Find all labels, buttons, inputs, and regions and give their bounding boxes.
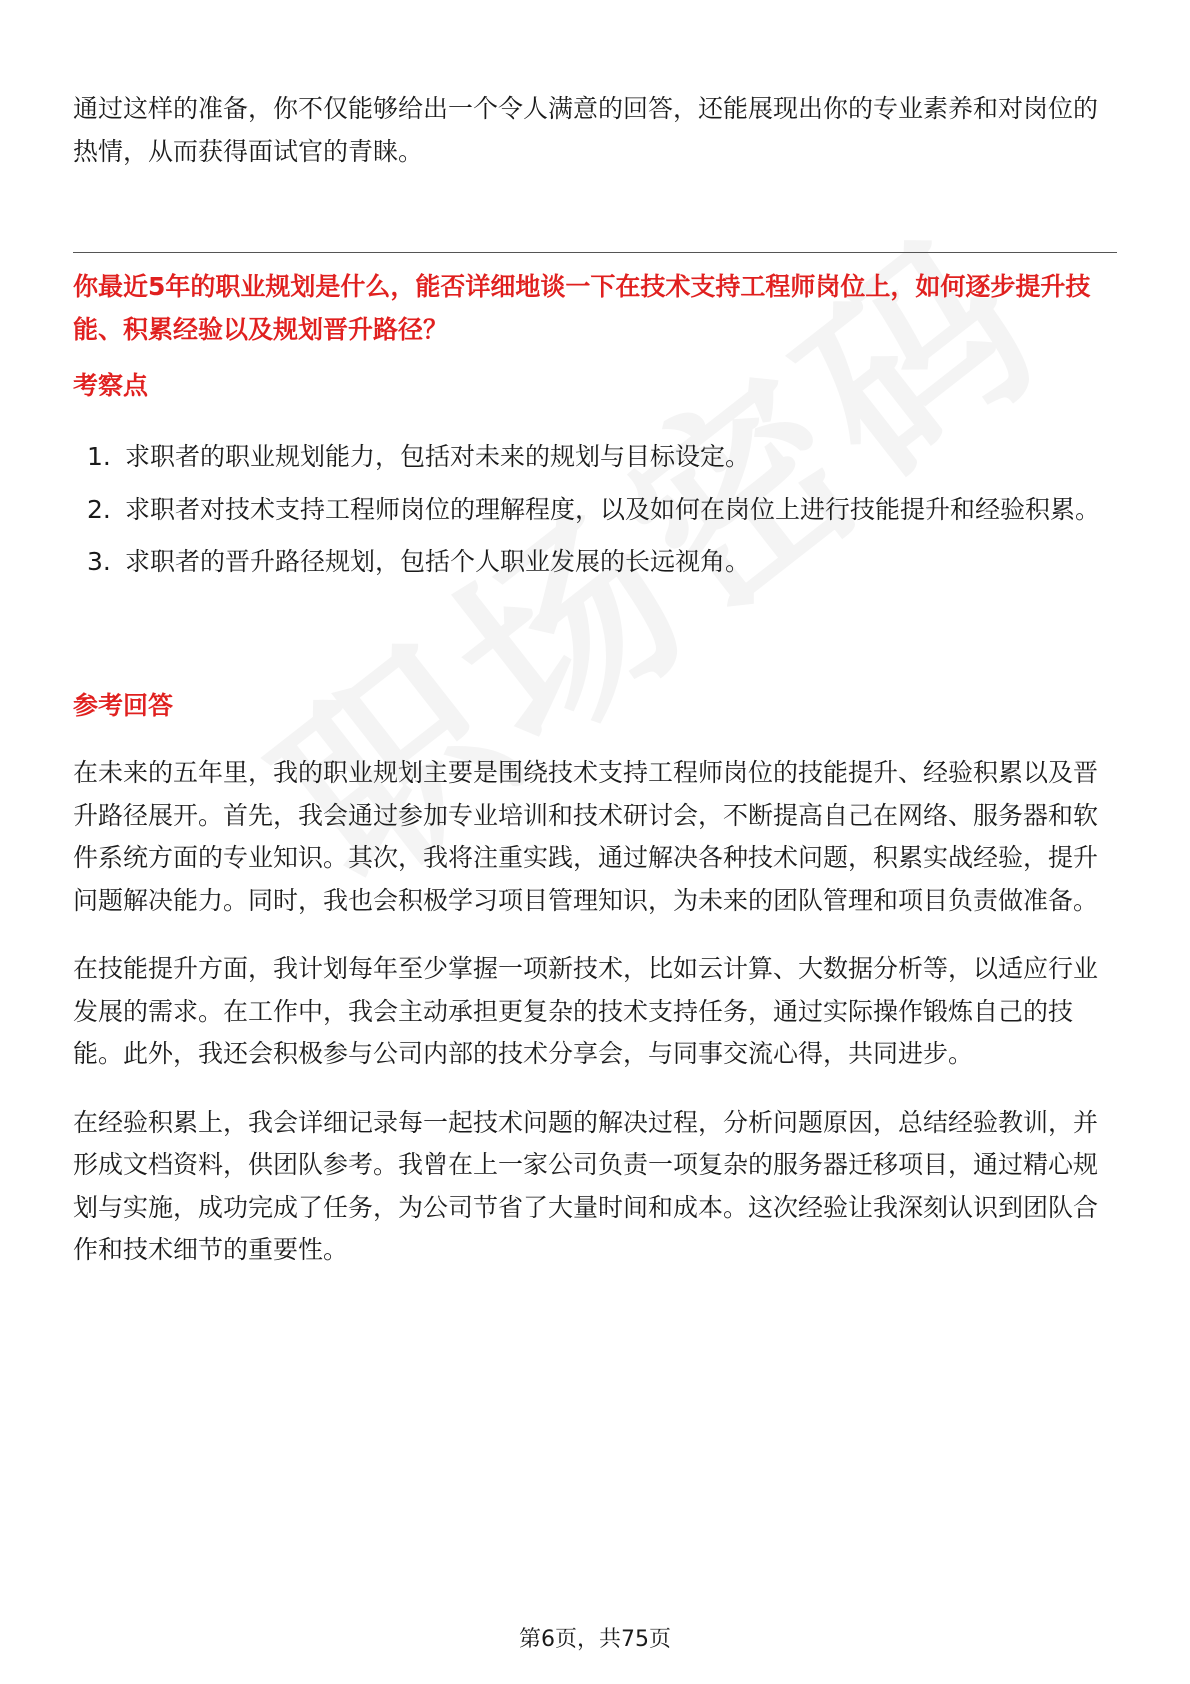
answer-body [73,752,1117,1298]
points-heading: 考察点 [73,371,149,400]
answer-paragraph: 在经验积累上，我会详细记录每一起技术问题的解决过程，分析问题原因，总结经验教训，并形成文档资料，供团队参考。我曾在上一家公司负责一项复杂的服务器迁移项目，通过精心规划与实施，成功完成了任务，为公司节省了大量时间和成本。这次经验让我深刻认识到团队合作和技术细节的重要性。 [73,1107,1099,1264]
section-divider [73,252,1117,253]
answer-heading: 参考回答 [73,691,174,720]
list-item-text: 求职者的职业规划能力，包括对未来的规划与目标设定。 [125,442,751,471]
document-page [73,0,1117,1684]
intro-paragraph: 通过这样的准备，你不仅能够给出一个令人满意的回答，还能展现出你的专业素养和对岗位的热情，从而获得面试官的青睐。 [73,94,1099,166]
list-item [73,436,1117,479]
points-list [73,436,1117,594]
answer-paragraph: 在技能提升方面，我计划每年至少掌握一项新技术，比如云计算、大数据分析等，以适应行业发展的需求。在工作中，我会主动承担更复杂的技术支持任务，通过实际操作锻炼自己的技能。此外，我还会积极参与公司内部的技术分享会，与同事交流心得，共同进步。 [73,954,1099,1068]
page-footer: 第6页，共75页 [519,1627,671,1652]
list-item-text: 求职者对技术支持工程师岗位的理解程度，以及如何在岗位上进行技能提升和经验积累。 [125,494,1101,524]
answer-paragraph: 在未来的五年里，我的职业规划主要是围绕技术支持工程师岗位的技能提升、经验积累以及晋升路径展开。首先，我会通过参加专业培训和技术研讨会，不断提高自己在网络、服务器和软件系统方面的专业知识。其次，我将注重实践，通过解决各种技术问题，积累实战经验，提升问题解决能力。同时，我也会积极学习项目管理知识，为未来的团队管理和项目负责做准备。 [73,758,1099,915]
list-number: 2. [87,494,111,524]
list-item [73,541,1117,584]
list-number: 1. [87,442,111,471]
list-item-text: 求职者的晋升路径规划，包括个人职业发展的长远视角。 [125,547,751,576]
list-number: 3. [87,547,111,576]
list-item [73,489,1117,532]
interview-question: 你最近5年的职业规划是什么，能否详细地谈一下在技术支持工程师岗位上，如何逐步提升技能、积累经验以及规划晋升路径？ [73,272,1091,344]
